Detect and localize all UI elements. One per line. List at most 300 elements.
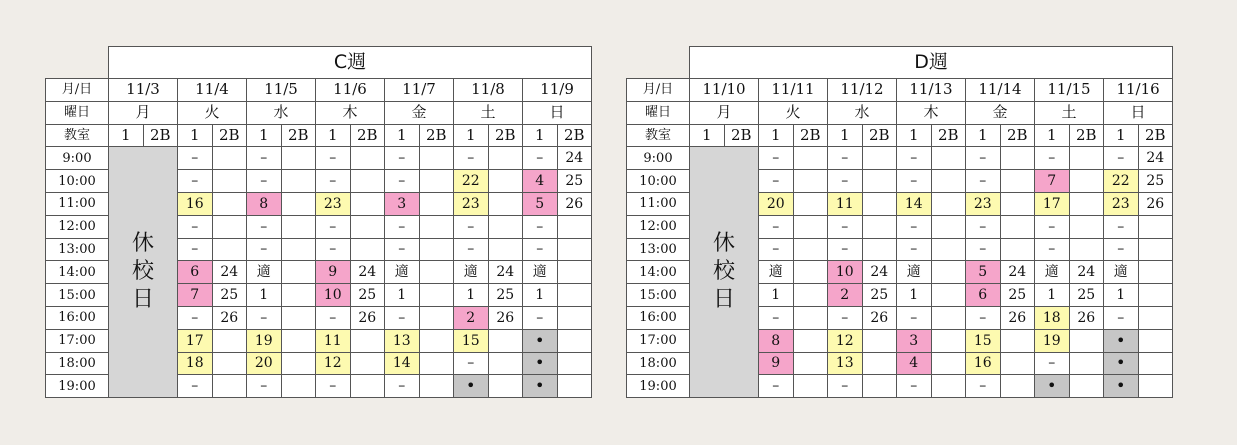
slot-room-1: 10 — [316, 284, 351, 307]
slot-room-1: – — [966, 375, 1001, 398]
slot-room-2b — [793, 170, 828, 193]
slot-room-1: – — [523, 215, 558, 238]
slot-room-1: • — [523, 352, 558, 375]
slot-room-1: – — [966, 215, 1001, 238]
slot-room-1: – — [316, 238, 351, 261]
slot-room-2b: 24 — [350, 261, 385, 284]
slot-room-1: – — [247, 238, 282, 261]
slot-room-1: – — [385, 215, 420, 238]
closed-day-char: 休 — [131, 231, 154, 257]
time-label: 10:00 — [627, 170, 690, 193]
slot-room-2b — [350, 352, 385, 375]
slot-room-1: 6 — [966, 284, 1001, 307]
slot-room-1: – — [759, 375, 794, 398]
slot-room-2b: 25 — [1000, 284, 1035, 307]
week-d-schedule — [626, 46, 1173, 398]
slot-room-2b: 24 — [1069, 261, 1104, 284]
slot-room-2b — [419, 192, 454, 215]
slot-room-1: 13 — [828, 352, 863, 375]
slot-room-1: 4 — [523, 170, 558, 193]
room-2b-header: 2B — [862, 124, 897, 147]
room-2b-header: 2B — [1000, 124, 1035, 147]
slot-room-1: – — [759, 170, 794, 193]
slot-room-2b — [931, 329, 966, 352]
time-label: 16:00 — [627, 306, 690, 329]
slot-room-1: 19 — [247, 329, 282, 352]
slot-room-2b — [1000, 192, 1035, 215]
room-2b-header: 2B — [281, 124, 316, 147]
slot-room-2b — [488, 192, 523, 215]
slot-room-1: 6 — [178, 261, 213, 284]
row-label-room: 教室 — [46, 124, 109, 147]
slot-room-2b: 26 — [557, 192, 592, 215]
slot-room-2b — [281, 238, 316, 261]
slot-room-2b — [488, 375, 523, 398]
slot-room-2b — [419, 170, 454, 193]
slot-room-2b: 25 — [488, 284, 523, 307]
row-label-weekday: 曜日 — [46, 101, 109, 124]
time-label: 18:00 — [46, 352, 109, 375]
weekday-header: 木 — [897, 101, 966, 124]
room-1-header: 1 — [523, 124, 558, 147]
slot-room-2b — [1138, 306, 1173, 329]
slot-room-1: – — [759, 306, 794, 329]
slot-room-1: – — [385, 238, 420, 261]
slot-room-2b — [212, 147, 247, 170]
slot-room-1: – — [385, 306, 420, 329]
slot-room-2b — [281, 147, 316, 170]
slot-room-2b — [350, 329, 385, 352]
date-header: 11/8 — [454, 79, 523, 102]
slot-room-2b — [557, 375, 592, 398]
slot-room-1: 11 — [316, 329, 351, 352]
slot-room-1: – — [759, 238, 794, 261]
slot-room-1: • — [1104, 352, 1139, 375]
slot-room-2b — [1069, 215, 1104, 238]
slot-room-2b: 25 — [1138, 170, 1173, 193]
slot-room-2b — [1069, 170, 1104, 193]
time-label: 12:00 — [627, 215, 690, 238]
slot-room-2b — [1069, 375, 1104, 398]
room-1-header: 1 — [759, 124, 794, 147]
slot-room-1: – — [828, 375, 863, 398]
slot-room-1: – — [1104, 147, 1139, 170]
week-title: D週 — [690, 47, 1173, 79]
date-header: 11/12 — [828, 79, 897, 102]
slot-room-1: 3 — [385, 192, 420, 215]
slot-room-2b — [931, 284, 966, 307]
slot-room-2b — [419, 215, 454, 238]
time-label: 11:00 — [46, 192, 109, 215]
slot-room-2b — [862, 375, 897, 398]
slot-room-2b: 25 — [350, 284, 385, 307]
slot-room-2b — [557, 261, 592, 284]
slot-room-1: – — [828, 170, 863, 193]
date-header: 11/10 — [690, 79, 759, 102]
date-header: 11/11 — [759, 79, 828, 102]
slot-room-1: – — [178, 215, 213, 238]
slot-room-2b — [793, 329, 828, 352]
slot-room-1: 3 — [897, 329, 932, 352]
slot-room-2b — [931, 375, 966, 398]
slot-room-2b: 24 — [557, 147, 592, 170]
slot-room-1: 適 — [1035, 261, 1070, 284]
slot-room-2b — [1138, 261, 1173, 284]
slot-room-2b — [931, 261, 966, 284]
slot-room-1: 8 — [759, 329, 794, 352]
slot-room-2b — [419, 238, 454, 261]
closed-day-char: 日 — [712, 287, 735, 313]
slot-room-1: • — [1104, 375, 1139, 398]
slot-room-1: – — [1104, 306, 1139, 329]
slot-room-2b — [488, 238, 523, 261]
room-1-header: 1 — [247, 124, 282, 147]
slot-room-1: 1 — [1104, 284, 1139, 307]
slot-room-2b — [793, 306, 828, 329]
slot-room-2b — [488, 170, 523, 193]
slot-room-2b — [419, 306, 454, 329]
slot-room-2b — [212, 375, 247, 398]
slot-room-1: 12 — [316, 352, 351, 375]
slot-room-2b — [212, 170, 247, 193]
room-1-header: 1 — [690, 124, 725, 147]
slot-room-1: 10 — [828, 261, 863, 284]
slot-room-2b — [488, 352, 523, 375]
slot-room-2b — [931, 215, 966, 238]
slot-room-1: • — [454, 375, 489, 398]
weekday-header: 木 — [316, 101, 385, 124]
slot-room-2b — [793, 192, 828, 215]
date-header: 11/14 — [966, 79, 1035, 102]
slot-room-2b — [1069, 192, 1104, 215]
room-1-header: 1 — [316, 124, 351, 147]
slot-room-2b — [281, 170, 316, 193]
slot-room-1: – — [1035, 238, 1070, 261]
slot-room-1: 適 — [897, 261, 932, 284]
room-2b-header: 2B — [419, 124, 454, 147]
slot-room-1: 4 — [897, 352, 932, 375]
time-label: 16:00 — [46, 306, 109, 329]
slot-room-2b — [419, 329, 454, 352]
weekday-header: 金 — [385, 101, 454, 124]
slot-room-2b — [931, 352, 966, 375]
slot-room-1: – — [966, 306, 1001, 329]
weekday-header: 水 — [828, 101, 897, 124]
slot-room-1: 1 — [759, 284, 794, 307]
slot-room-2b — [419, 261, 454, 284]
weekday-header: 金 — [966, 101, 1035, 124]
slot-room-1: 適 — [454, 261, 489, 284]
room-2b-header: 2B — [557, 124, 592, 147]
weekday-header: 水 — [247, 101, 316, 124]
slot-room-1: 5 — [523, 192, 558, 215]
row-label-weekday: 曜日 — [627, 101, 690, 124]
slot-room-2b — [1069, 147, 1104, 170]
room-1-header: 1 — [1104, 124, 1139, 147]
slot-room-1: – — [897, 170, 932, 193]
slot-room-1: 17 — [1035, 192, 1070, 215]
slot-room-1: 適 — [1104, 261, 1139, 284]
time-label: 18:00 — [627, 352, 690, 375]
slot-room-1: – — [316, 375, 351, 398]
room-2b-header: 2B — [212, 124, 247, 147]
room-2b-header: 2B — [143, 124, 178, 147]
slot-room-2b — [1000, 215, 1035, 238]
closed-day-char: 休 — [712, 231, 735, 257]
room-2b-header: 2B — [1138, 124, 1173, 147]
time-label: 19:00 — [46, 375, 109, 398]
slot-room-2b: 26 — [212, 306, 247, 329]
slot-room-1: 1 — [385, 284, 420, 307]
slot-room-2b — [1000, 329, 1035, 352]
slot-room-2b — [1138, 215, 1173, 238]
slot-room-2b — [793, 147, 828, 170]
slot-room-1: – — [897, 147, 932, 170]
room-2b-header: 2B — [1069, 124, 1104, 147]
slot-room-2b: 26 — [350, 306, 385, 329]
slot-room-1: 23 — [454, 192, 489, 215]
time-label: 11:00 — [627, 192, 690, 215]
slot-room-1: – — [828, 238, 863, 261]
time-label: 14:00 — [46, 261, 109, 284]
slot-room-1: 2 — [454, 306, 489, 329]
slot-room-2b — [281, 306, 316, 329]
slot-room-2b — [1138, 352, 1173, 375]
slot-room-2b — [212, 352, 247, 375]
closed-day-cell — [690, 147, 759, 398]
slot-room-1: – — [1104, 238, 1139, 261]
time-label: 15:00 — [627, 284, 690, 307]
slot-room-2b — [1069, 329, 1104, 352]
slot-room-1: – — [759, 147, 794, 170]
slot-room-1: – — [523, 147, 558, 170]
slot-room-1: • — [523, 329, 558, 352]
weekday-header: 月 — [690, 101, 759, 124]
slot-room-2b — [1000, 170, 1035, 193]
date-header: 11/3 — [109, 79, 178, 102]
date-header: 11/16 — [1104, 79, 1173, 102]
slot-room-1: 23 — [966, 192, 1001, 215]
slot-room-1: – — [316, 170, 351, 193]
slot-room-2b: 26 — [1000, 306, 1035, 329]
time-label: 9:00 — [627, 147, 690, 170]
time-label: 10:00 — [46, 170, 109, 193]
slot-room-2b — [862, 170, 897, 193]
time-label: 17:00 — [627, 329, 690, 352]
row-label-date: 月/日 — [627, 79, 690, 102]
slot-room-2b — [557, 352, 592, 375]
slot-room-1: – — [523, 238, 558, 261]
time-label: 13:00 — [46, 238, 109, 261]
slot-room-2b — [350, 375, 385, 398]
slot-room-2b: 26 — [488, 306, 523, 329]
slot-room-1: – — [897, 238, 932, 261]
date-header: 11/13 — [897, 79, 966, 102]
slot-room-1: – — [759, 215, 794, 238]
slot-room-1: 1 — [1035, 284, 1070, 307]
slot-room-2b: 26 — [1069, 306, 1104, 329]
slot-room-1: 7 — [178, 284, 213, 307]
slot-room-1: – — [828, 215, 863, 238]
date-header: 11/6 — [316, 79, 385, 102]
closed-day-char: 校 — [131, 259, 154, 285]
slot-room-1: 1 — [897, 284, 932, 307]
date-header: 11/5 — [247, 79, 316, 102]
slot-room-1: • — [1035, 375, 1070, 398]
time-label: 9:00 — [46, 147, 109, 170]
date-header: 11/9 — [523, 79, 592, 102]
slot-room-2b — [212, 192, 247, 215]
slot-room-2b — [281, 284, 316, 307]
slot-room-1: 11 — [828, 192, 863, 215]
slot-room-2b — [557, 306, 592, 329]
slot-room-1: 15 — [966, 329, 1001, 352]
slot-room-1: 適 — [247, 261, 282, 284]
slot-room-2b — [1000, 375, 1035, 398]
slot-room-2b — [557, 329, 592, 352]
slot-room-1: – — [1035, 215, 1070, 238]
slot-room-1: – — [454, 352, 489, 375]
slot-room-2b — [931, 170, 966, 193]
slot-room-2b: 25 — [212, 284, 247, 307]
slot-room-2b — [212, 329, 247, 352]
date-header: 11/4 — [178, 79, 247, 102]
slot-room-2b — [862, 192, 897, 215]
slot-room-1: – — [828, 147, 863, 170]
weekday-header: 火 — [759, 101, 828, 124]
slot-room-2b — [793, 215, 828, 238]
slot-room-2b — [350, 170, 385, 193]
week-title: C週 — [109, 47, 592, 79]
slot-room-2b — [488, 147, 523, 170]
room-1-header: 1 — [828, 124, 863, 147]
slot-room-1: 15 — [454, 329, 489, 352]
weekday-header: 日 — [523, 101, 592, 124]
slot-room-2b — [350, 147, 385, 170]
slot-room-1: 22 — [1104, 170, 1139, 193]
slot-room-1: – — [385, 170, 420, 193]
slot-room-1: – — [1035, 352, 1070, 375]
slot-room-2b: 24 — [1000, 261, 1035, 284]
slot-room-1: – — [316, 215, 351, 238]
slot-room-2b — [862, 147, 897, 170]
room-1-header: 1 — [966, 124, 1001, 147]
slot-room-1: 23 — [1104, 192, 1139, 215]
closed-day-char: 校 — [712, 259, 735, 285]
slot-room-1: 1 — [454, 284, 489, 307]
slot-room-1: – — [1035, 147, 1070, 170]
weekday-header: 火 — [178, 101, 247, 124]
slot-room-2b: 24 — [862, 261, 897, 284]
slot-room-2b — [1138, 284, 1173, 307]
slot-room-1: – — [897, 306, 932, 329]
time-label: 14:00 — [627, 261, 690, 284]
slot-room-2b: 24 — [488, 261, 523, 284]
room-2b-header: 2B — [931, 124, 966, 147]
slot-room-1: – — [178, 238, 213, 261]
slot-room-2b — [419, 284, 454, 307]
slot-room-1: – — [316, 147, 351, 170]
room-1-header: 1 — [385, 124, 420, 147]
corner-blank — [627, 47, 690, 79]
slot-room-1: 2 — [828, 284, 863, 307]
slot-room-2b — [281, 329, 316, 352]
slot-room-1: 14 — [897, 192, 932, 215]
slot-room-2b: 26 — [862, 306, 897, 329]
slot-room-2b — [862, 352, 897, 375]
weekday-header: 土 — [454, 101, 523, 124]
weekday-header: 日 — [1104, 101, 1173, 124]
slot-room-1: 8 — [247, 192, 282, 215]
slot-room-2b — [1000, 238, 1035, 261]
slot-room-1: – — [385, 147, 420, 170]
slot-room-2b: 25 — [1069, 284, 1104, 307]
slot-room-1: – — [454, 147, 489, 170]
slot-room-2b: 25 — [862, 284, 897, 307]
slot-room-2b — [931, 306, 966, 329]
slot-room-1: 13 — [385, 329, 420, 352]
slot-room-2b — [281, 215, 316, 238]
date-header: 11/7 — [385, 79, 454, 102]
corner-blank — [46, 47, 109, 79]
slot-room-1: – — [966, 147, 1001, 170]
slot-room-2b — [931, 238, 966, 261]
slot-room-1: – — [178, 147, 213, 170]
slot-room-1: – — [523, 306, 558, 329]
slot-room-1: 14 — [385, 352, 420, 375]
time-label: 15:00 — [46, 284, 109, 307]
slot-room-2b — [1138, 238, 1173, 261]
week-c-schedule — [45, 46, 592, 398]
slot-room-2b — [1000, 352, 1035, 375]
closed-day-cell — [109, 147, 178, 398]
room-2b-header: 2B — [724, 124, 759, 147]
slot-room-1: – — [247, 215, 282, 238]
slot-room-1: 17 — [178, 329, 213, 352]
slot-room-1: 19 — [1035, 329, 1070, 352]
slot-room-1: 適 — [385, 261, 420, 284]
slot-room-2b — [488, 215, 523, 238]
slot-room-1: – — [247, 306, 282, 329]
slot-room-2b: 24 — [1138, 147, 1173, 170]
slot-room-1: – — [247, 147, 282, 170]
slot-room-2b — [931, 147, 966, 170]
slot-room-2b — [793, 238, 828, 261]
row-label-room: 教室 — [627, 124, 690, 147]
room-1-header: 1 — [178, 124, 213, 147]
slot-room-2b — [281, 192, 316, 215]
room-2b-header: 2B — [488, 124, 523, 147]
slot-room-1: 9 — [316, 261, 351, 284]
slot-room-2b — [862, 215, 897, 238]
closed-day-char: 日 — [131, 287, 154, 313]
slot-room-2b — [557, 284, 592, 307]
slot-room-1: – — [897, 215, 932, 238]
slot-room-2b — [281, 375, 316, 398]
slot-room-1: – — [178, 306, 213, 329]
slot-room-2b: 25 — [557, 170, 592, 193]
room-1-header: 1 — [109, 124, 144, 147]
slot-room-1: – — [247, 170, 282, 193]
slot-room-2b — [212, 238, 247, 261]
slot-room-2b — [1138, 375, 1173, 398]
time-label: 17:00 — [46, 329, 109, 352]
slot-room-1: 16 — [178, 192, 213, 215]
slot-room-2b — [281, 261, 316, 284]
slot-room-2b — [793, 375, 828, 398]
weekday-header: 月 — [109, 101, 178, 124]
slot-room-2b: 26 — [1138, 192, 1173, 215]
